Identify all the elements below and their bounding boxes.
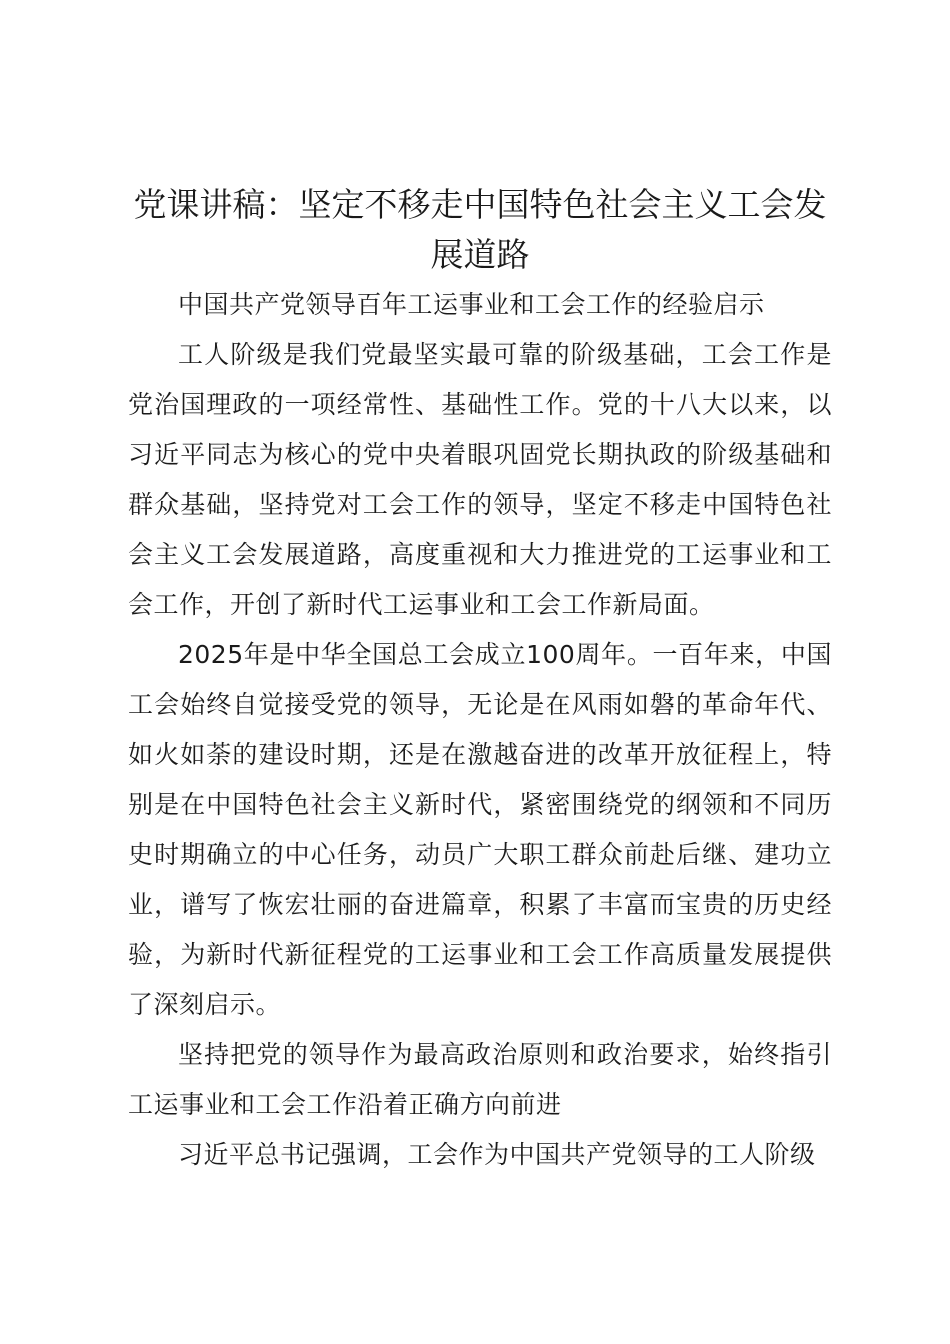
document-body (128, 180, 832, 1180)
paragraph: 工人阶级是我们党最坚实最可靠的阶级基础，工会工作是党治国理政的一项经常性、基础性工作。党的十八大以来，以习近平同志为核心的党中央着眼巩固党长期执政的阶级基础和群众基础，坚持党对工会工作的领导，坚定不移走中国特色社会主义工会发展道路，高度重视和大力推进党的工运事业和工会工作，开创了新时代工运事业和工会工作新局面。 (128, 340, 832, 619)
document-title: 党课讲稿：坚定不移走中国特色社会主义工会发展道路 (133, 185, 827, 274)
section-heading: 中国共产党领导百年工运事业和工会工作的经验启示 (178, 290, 765, 319)
paragraph: 习近平总书记强调，工会作为中国共产党领导的工人阶级 (178, 1140, 816, 1169)
paragraph: 2025年是中华全国总工会成立100周年。一百年来，中国工会始终自觉接受党的领导，无论是在风雨如磐的革命年代、如火如荼的建设时期，还是在激越奋进的改革开放征程上，特别是在中国特色社会主义新时代，紧密围绕党的纲领和不同历史时期确立的中心任务，动员广大职工群众前赴后继、建功立业，谱写了恢宏壮丽的奋进篇章，积累了丰富而宝贵的历史经验，为新时代新征程党的工运事业和工会工作高质量发展提供了深刻启示。 (128, 640, 832, 1019)
section-heading: 坚持把党的领导作为最高政治原则和政治要求，始终指引工运事业和工会工作沿着正确方向前进 (128, 1040, 832, 1119)
